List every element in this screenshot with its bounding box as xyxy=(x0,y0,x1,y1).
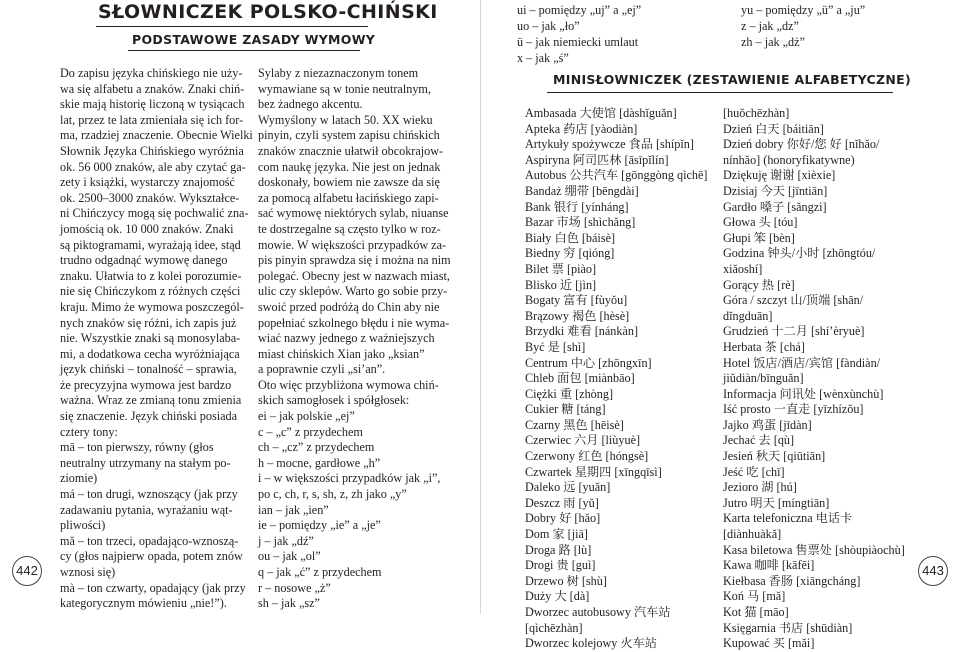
dictionary-entry: Czerwony 红色 [hóngsè] xyxy=(525,449,649,464)
text-line: zadawaniu pytania, wyrażaniu wąt- xyxy=(60,502,233,517)
text-line: nie się Chińczykom z różnych części xyxy=(60,284,241,299)
dictionary-entry: Karta telefoniczna 电话卡 xyxy=(723,511,853,526)
dictionary-entry: Brzydki 难看 [nánkàn] xyxy=(525,324,639,339)
dictionary-entry: Informacja 问讯处 [wènxùnchù] xyxy=(723,386,884,401)
text-line: bez żadnego akcentu. xyxy=(258,97,363,112)
text-line: a poprawnie czyli „si’an”. xyxy=(258,362,386,377)
pronunciation-item: x – jak „ś” xyxy=(517,51,569,65)
dictionary-entry: Grudzień 十二月 [shí’èryuè] xyxy=(723,324,865,339)
text-line: wymawiane są w tonie neutralnym, xyxy=(258,81,431,96)
dictionary-entry: Autobus 公共汽车 [gōnggòng qìchē] xyxy=(525,168,708,183)
dictionary-entry: Być 是 [shì] xyxy=(525,339,586,354)
text-line: r – nosowe „ż” xyxy=(258,580,331,595)
page-title: SŁOWNICZEK POLSKO-CHIŃSKI xyxy=(98,1,438,23)
left-page xyxy=(0,0,480,614)
dictionary-entry: Czerwiec 六月 [liùyuè] xyxy=(525,433,641,448)
text-line: po c, ch, r, s, sh, z, zh jako „y” xyxy=(258,487,407,502)
dictionary-entry: Głowa 头 [tóu] xyxy=(723,215,798,230)
dictionary-entry: nínhǎo] (honoryfikatywne) xyxy=(723,152,855,167)
text-line: jomością ok. 10 000 znaków. Znaki xyxy=(60,221,234,236)
text-line: mǎ – ton trzeci, opadająco-wznoszą- xyxy=(60,533,239,548)
dictionary-entry: Góra / szczyt 山/顶端 [shān/ xyxy=(723,293,864,308)
text-line: Oto więc przybliżona wymowa chiń- xyxy=(258,377,439,392)
text-line: lat, przez te lata zmieniała się ich for- xyxy=(60,112,244,127)
intro-column-2 xyxy=(258,66,451,612)
pronunciation-item: uo – jak „ło” xyxy=(517,19,580,33)
title-underline xyxy=(96,26,368,27)
text-line: mi, a dodatkowa cecha wyróżniająca xyxy=(60,346,240,361)
text-line: te dostrzegalne są często tylko w roz- xyxy=(258,221,441,236)
text-line: cy (głos najpierw opada, potem znów xyxy=(60,549,243,564)
dictionary-entry: Biały 白色 [báisè] xyxy=(525,230,616,245)
text-line: są piktogramami, wyrażają idee, stąd xyxy=(60,237,241,252)
dictionary-entry: Droga 路 [lù] xyxy=(525,542,592,557)
dictionary-entry: Kawa 咖啡 [kāfēi] xyxy=(723,558,815,573)
dictionary-entry: Kiełbasa 香肠 [xiāngcháng] xyxy=(723,573,861,588)
text-line: ma, rzadziej znaczenie. Obecnie Wielki xyxy=(60,128,253,143)
dictionary-entry: Cukier 糖 [táng] xyxy=(525,402,606,417)
text-line: miast chińskich Xian jako „ksian” xyxy=(258,346,425,361)
pronunciation-item: ü – jak niemiecki umlaut xyxy=(517,35,639,49)
dictionary-entry: Dziękuję 谢谢 [xièxie] xyxy=(723,168,836,183)
dictionary-entry: Kupować 买 [mǎi] xyxy=(723,636,815,651)
text-line: ok. 2500–3000 znaków. Wykształce- xyxy=(60,190,240,205)
text-line: sać wymowę niektórych sylab, niuanse xyxy=(258,206,449,221)
text-line: com naukę języka. Nie jest on jednak xyxy=(258,159,441,174)
dictionary-entry: [diànhuàkǎ] xyxy=(723,527,782,542)
dictionary-entry: Bogaty 富有 [fùyǒu] xyxy=(525,293,628,308)
dictionary-entry: Herbata 茶 [chá] xyxy=(723,339,805,354)
dictionary-column-2 xyxy=(723,106,923,652)
text-line: doskonały, bowiem nie zawsze da się xyxy=(258,175,440,190)
dictionary-entry: Gorący 热 [rè] xyxy=(723,277,795,292)
dictionary-column-1 xyxy=(525,106,721,652)
text-line: mà – ton czwarty, opadający (jak przy xyxy=(60,580,246,595)
text-line: ch – „cz” z przydechem xyxy=(258,440,375,455)
dictionary-entry: Ciężki 重 [zhòng] xyxy=(525,386,613,401)
dictionary-entry: Dobry 好 [hǎo] xyxy=(525,511,601,526)
dictionary-entry: Blisko 近 [jìn] xyxy=(525,277,597,292)
text-line: i – w większości przypadków jak „i”, xyxy=(258,471,441,486)
text-line: má – ton drugi, wznoszący (jak przy xyxy=(60,487,238,502)
dictionary-entry: Jeść 吃 [chī] xyxy=(723,464,785,479)
pronunciation-item: zh – jak „dż” xyxy=(741,35,805,49)
dictionary-entry: Kot 猫 [māo] xyxy=(723,605,789,619)
text-line: ni Chińczycy mogą się pochwalić zna- xyxy=(60,206,249,221)
dictionary-entry: Dworzec kolejowy 火车站 xyxy=(525,636,657,651)
mini-dictionary-title: MINISŁOWNICZEK (ZESTAWIENIE ALFABETYCZNE) xyxy=(553,72,911,87)
text-line: wznosi się) xyxy=(60,565,116,579)
dictionary-entry: Iść prosto 一直走 [yīzhízǒu] xyxy=(723,402,864,417)
dictionary-entry: Godzina 钟头/小时 [zhōngtóu/ xyxy=(723,246,876,261)
dictionary-entry: Jezioro 湖 [hú] xyxy=(723,480,797,495)
dictionary-entry: dǐngduān] xyxy=(723,308,773,323)
page-number-left: 442 xyxy=(12,556,42,586)
dictionary-entry: Brązowy 褐色 [hèsè] xyxy=(525,308,630,323)
text-line: kategorycznym mówieniu „nie!”). xyxy=(60,596,227,611)
text-line: cztery tony: xyxy=(60,424,118,439)
text-line: polegać. Obecny jest w nazwach miast, xyxy=(258,268,450,283)
text-line: mowie. W większości przypadków za- xyxy=(258,237,447,252)
dictionary-entry: Centrum 中心 [zhōngxīn] xyxy=(525,355,652,370)
dictionary-entry: Bazar 市场 [shìchǎng] xyxy=(525,215,636,230)
text-line: skich samogłosek i spółgłosek: xyxy=(258,393,410,408)
text-line: ok. 56 000 znaków, ale aby czytać ga- xyxy=(60,159,246,174)
dictionary-entry: Kasa biletowa 售票处 [shòupiàochù] xyxy=(723,542,905,557)
dictionary-entry: [huǒchēzhàn] xyxy=(723,106,790,120)
text-line: c – „c” z przydechem xyxy=(258,424,363,439)
text-line: ważna. Wraz ze zmianą tonu zmienia xyxy=(60,393,242,408)
dictionary-entry: jiǔdiàn/bīnguǎn] xyxy=(723,371,804,386)
dictionary-entry: Drzewo 树 [shù] xyxy=(525,573,607,588)
section-subtitle: PODSTAWOWE ZASADY WYMOWY xyxy=(132,32,376,47)
text-line: za pomocą alfabetu łacińskiego zapi- xyxy=(258,190,439,205)
text-line: Wymyślony w latach 50. XX wieku xyxy=(258,112,433,127)
dictionary-entry: Bank 银行 [yínháng] xyxy=(525,199,629,214)
text-line: ziomie) xyxy=(60,471,98,486)
text-line: wiać nazwy jednego z ważniejszych xyxy=(258,331,435,346)
text-line: skie mają historię liczoną w tysiącach xyxy=(60,97,245,112)
dictionary-entry: Czarny 黑色 [hēisè] xyxy=(525,417,624,432)
text-line: ian – jak „ien” xyxy=(258,502,329,517)
dictionary-entry: Jechać 去 [qù] xyxy=(723,433,795,448)
dictionary-entry: Dom 家 [jiā] xyxy=(525,527,588,542)
dictionary-entry: Bilet 票 [piào] xyxy=(525,261,597,276)
dictionary-entry: Dzień dobry 你好/您 好 [nǐhǎo/ xyxy=(723,137,880,152)
dictionary-entry: Artykuły spożywcze 食品 [shípǐn] xyxy=(525,137,694,152)
dictionary-entry: Drogi 贵 [guì] xyxy=(525,558,596,573)
text-line: Słownik Języka Chińskiego wyróżnia xyxy=(60,143,244,158)
dictionary-entry: Dworzec autobusowy 汽车站 xyxy=(525,605,671,619)
dictionary-entry: Dzień 白天 [báitiān] xyxy=(723,121,824,136)
text-line: pis pinyin sprawdza się i można na nim xyxy=(258,253,451,268)
text-line: j – jak „dź” xyxy=(258,533,314,548)
dictionary-entry: [qìchēzhàn] xyxy=(525,620,583,635)
text-line: swoić przed podróżą do Chin aby nie xyxy=(258,299,440,314)
text-line: że precyzyjna wymowa jest bardzo xyxy=(60,377,232,392)
dictionary-entry: Koń 马 [mǎ] xyxy=(723,589,786,604)
text-line: ie – pomiędzy „ie” a „je” xyxy=(258,518,381,533)
dictionary-entry: Apteka 药店 [yàodiàn] xyxy=(525,121,638,136)
dictionary-entry: Ambasada 大使馆 [dàshǐguǎn] xyxy=(525,106,677,120)
dictionary-entry: Jesień 秋天 [qiūtiān] xyxy=(723,449,826,464)
text-line: pliwości) xyxy=(60,518,106,533)
text-line: ulic czy sklepów. Warto go sobie przy- xyxy=(258,284,448,299)
dictionary-entry: Hotel 饭店/酒店/宾馆 [fàndiàn/ xyxy=(723,355,881,370)
text-line: kraju. Mimo że wymowa poszczegól- xyxy=(60,299,244,314)
dictionary-entry: Czwartek 星期四 [xīngqīsì] xyxy=(525,464,662,479)
text-line: zety i książki, wystarczy znajomość xyxy=(60,175,235,190)
dictionary-entry: Gardło 嗓子 [sǎngzi] xyxy=(723,199,827,214)
text-line: nie. Wszystkie znaki są monosylaba- xyxy=(60,331,241,346)
mini-title-underline xyxy=(547,92,893,93)
dictionary-entry: Dzisiaj 今天 [jīntiān] xyxy=(723,183,828,198)
text-line: q – jak „ć” z przydechem xyxy=(258,565,382,579)
text-line: znaku. Ułatwia to z kolei porozumie- xyxy=(60,268,242,283)
dictionary-entry: xiǎoshí] xyxy=(723,261,763,276)
text-line: trudno odgadnąć wymowę danego xyxy=(60,253,228,268)
right-page xyxy=(480,0,960,651)
text-line: h – mocne, gardłowe „h” xyxy=(258,455,381,470)
text-line: nych znaków się różni, ich zapis już xyxy=(60,315,237,330)
text-line: sh – jak „sz” xyxy=(258,596,320,611)
text-line: pinyin, czyli system zapisu chińskich xyxy=(258,128,440,143)
dictionary-entry: Księgarnia 书店 [shūdiàn] xyxy=(723,620,853,635)
dictionary-entry: Deszcz 雨 [yǔ] xyxy=(525,495,599,510)
pronunciation-list-2 xyxy=(741,2,951,50)
intro-column-1 xyxy=(60,66,253,612)
text-line: język chiński – tonalność – sprawia, xyxy=(60,362,237,377)
text-line: ou – jak „ol” xyxy=(258,549,321,564)
text-line: Do zapisu języka chińskiego nie uży- xyxy=(60,66,243,80)
text-line: ei – jak polskie „ej” xyxy=(258,409,355,424)
text-line: neutralny utrzymany na stałym po- xyxy=(60,455,231,470)
dictionary-entry: Jajko 鸡蛋 [jīdàn] xyxy=(723,417,812,432)
pronunciation-list-1 xyxy=(517,2,717,66)
page-number-right: 443 xyxy=(918,556,948,586)
dictionary-entry: Chleb 面包 [miànbāo] xyxy=(525,371,635,386)
text-line: znaków znacznie ułatwił obcokrajow- xyxy=(258,143,444,158)
text-line: wa się alfabetu a znaków. Znaki chiń- xyxy=(60,81,245,96)
dictionary-entry: Jutro 明天 [míngtiān] xyxy=(723,495,830,510)
text-line: Sylaby z niezaznaczonym tonem xyxy=(258,66,419,80)
text-line: się znaczenie. Język chiński posiada xyxy=(60,409,237,424)
pronunciation-item: z – jak „dz” xyxy=(741,19,799,33)
dictionary-entry: Biedny 穷 [qióng] xyxy=(525,246,615,261)
text-line: mā – ton pierwszy, równy (głos xyxy=(60,440,214,455)
dictionary-entry: Duży 大 [dà] xyxy=(525,589,590,604)
dictionary-entry: Głupi 笨 [bèn] xyxy=(723,230,795,245)
dictionary-entry: Daleko 远 [yuǎn] xyxy=(525,480,611,495)
subtitle-underline xyxy=(128,50,360,51)
pronunciation-item: yu – pomiędzy „ü” a „ju” xyxy=(741,3,866,17)
pronunciation-item: ui – pomiędzy „uj” a „ej” xyxy=(517,3,642,17)
dictionary-entry: Bandaż 绷带 [bēngdài] xyxy=(525,183,639,198)
dictionary-entry: Aspiryna 阿司匹林 [āsīpǐlín] xyxy=(525,152,669,167)
text-line: popełniać szkolnego błędu i nie wyma- xyxy=(258,315,450,330)
